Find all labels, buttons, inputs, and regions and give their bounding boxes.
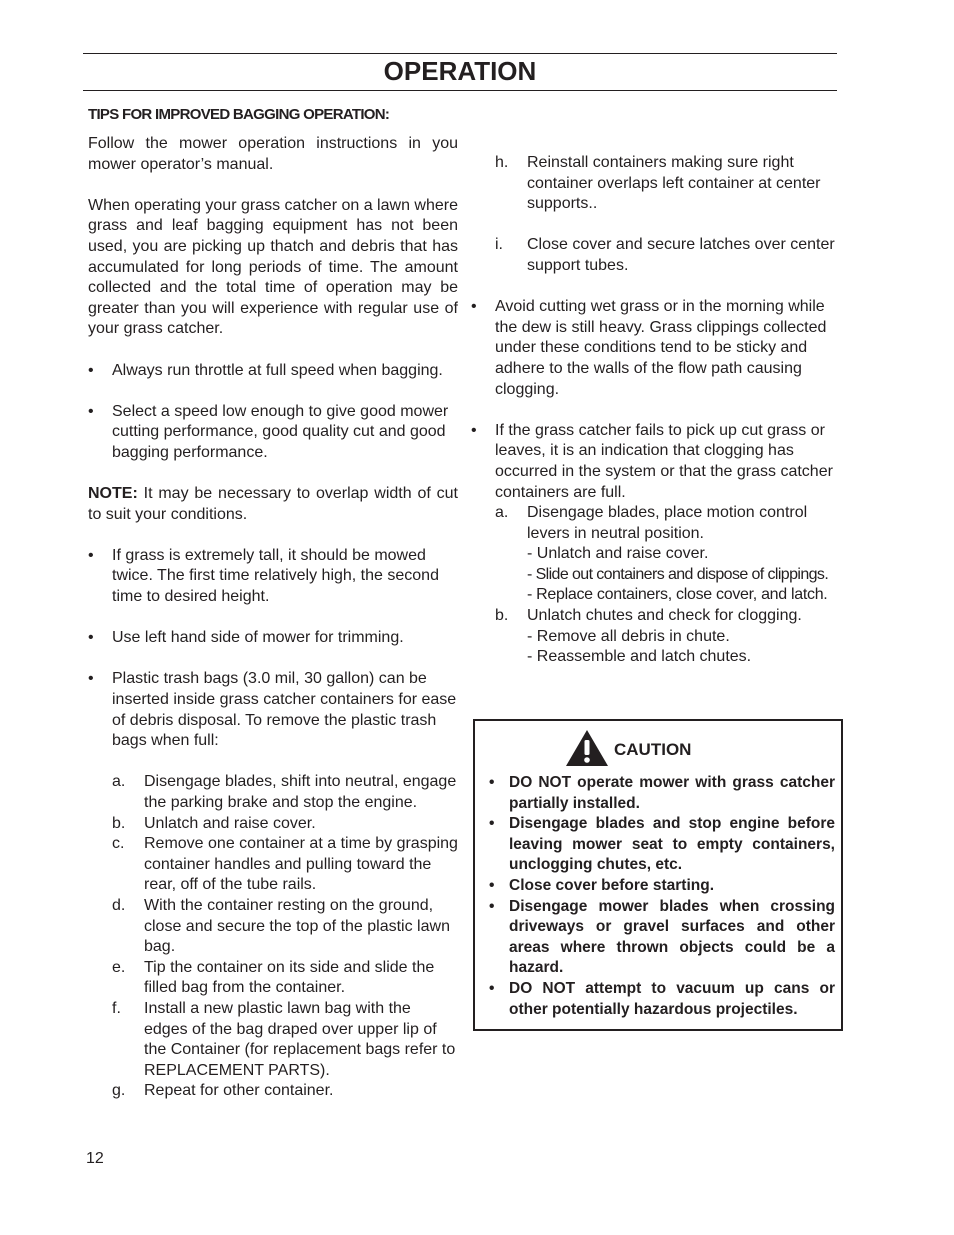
bullet-mark: •: [88, 546, 94, 564]
bullet-text: Use left hand side of mower for trimming.: [112, 629, 404, 647]
step-letter: d.: [112, 896, 126, 914]
note-text: It may be necessary to overlap width of cut to suit your conditions.: [88, 485, 458, 523]
caution-item: [489, 897, 835, 979]
step-text: Remove one container at a time by grasping container handles and pulling toward the rear, off of the tube rails.: [144, 835, 458, 894]
bullet-mark: •: [489, 897, 495, 915]
caution-list: [489, 773, 835, 1020]
caution-text: Close cover before starting.: [509, 876, 715, 894]
bullet-mark: •: [471, 298, 477, 316]
step-item: [495, 235, 843, 276]
tip-bullet-speed: [88, 402, 458, 464]
step-item: [495, 153, 843, 215]
bullet-text: Select a speed low enough to give good mower cutting performance, good quality cut and good bagging performance.: [112, 402, 449, 461]
step-text: Disengage blades, shift into neutral, engage the parking brake and stop the engine.: [144, 773, 457, 811]
step-item: [495, 606, 843, 627]
bag-removal-steps: [88, 772, 458, 1102]
step-letter: b.: [495, 607, 509, 625]
bullet-mark: •: [88, 361, 94, 379]
sub-step: - Remove all debris in chute.: [527, 627, 730, 645]
step-text: Close cover and secure latches over center support tubes.: [527, 236, 835, 274]
step-text: Repeat for other container.: [144, 1082, 334, 1100]
step-letter: e.: [112, 958, 126, 976]
step-letter: i.: [495, 236, 503, 254]
bullet-mark: •: [489, 876, 495, 894]
bullet-text: Plastic trash bags (3.0 mil, 30 gallon) can be inserted inside grass catcher containers for ease of debris disposal. To remove the plastic trash bags when full:: [112, 670, 457, 750]
clogging-steps: [471, 503, 843, 668]
caution-header: [565, 729, 691, 767]
bullet-mark: •: [88, 402, 94, 420]
caution-box: [473, 719, 843, 1031]
tip-bullet-throttle: [88, 361, 458, 382]
bullet-mark: •: [88, 629, 94, 647]
caution-text: Disengage mower blades when crossing driveways or gravel surfaces and other areas where thrown objects could be a hazard.: [509, 897, 835, 977]
sub-step: - Unlatch and raise cover.: [527, 545, 709, 563]
bullet-mark: •: [489, 979, 495, 997]
step-letter: g.: [112, 1082, 126, 1100]
step-letter: h.: [495, 154, 509, 171]
step-item: [112, 896, 458, 958]
step-item: [495, 503, 843, 544]
step-letter: a.: [112, 773, 126, 791]
caution-label: CAUTION: [614, 740, 692, 759]
tip-bullet-tall-grass: [88, 546, 458, 608]
warning-triangle-icon: [565, 729, 609, 767]
step-text: Reinstall containers making sure right container overlaps left container at center supports..: [527, 154, 821, 213]
step-letter: a.: [495, 504, 509, 522]
bullet-text: If the grass catcher fails to pick up cut grass or leaves, it is an indication that clogging has occurred in the system or that the grass catcher containers are full.: [495, 421, 833, 501]
sub-step: - Reassemble and latch chutes.: [527, 648, 752, 666]
sub-step: - Slide out containers and dispose of clippings.: [527, 565, 829, 583]
bag-removal-steps-continued: [471, 153, 843, 277]
note-paragraph: [88, 484, 458, 525]
right-column: [471, 153, 843, 668]
bullet-text: Always run throttle at full speed when bagging.: [112, 361, 443, 379]
sub-step: - Replace containers, close cover, and latch.: [527, 586, 828, 604]
step-text: Disengage blades, place motion control levers in neutral position.: [527, 504, 808, 542]
step-text: Unlatch chutes and check for clogging.: [527, 607, 802, 625]
step-letter: b.: [112, 814, 126, 832]
step-item: [112, 999, 458, 1081]
tip-bullet-clogging: [471, 421, 843, 503]
section-heading: TIPS FOR IMPROVED BAGGING OPERATION:: [88, 106, 390, 123]
tip-bullet-trimming: [88, 628, 458, 649]
caution-item: [489, 876, 835, 897]
bullet-text: If grass is extremely tall, it should be mowed twice. The first time relatively high, the second time to desired height.: [112, 546, 439, 606]
bullet-mark: •: [471, 421, 477, 439]
tip-bullet-wet-grass: [471, 297, 843, 400]
bullet-mark: •: [489, 815, 495, 833]
step-item: [112, 772, 458, 813]
caution-text: DO NOT operate mower with grass catcher partially installed.: [509, 774, 835, 812]
bullet-mark: •: [88, 670, 94, 688]
step-letter: f.: [112, 999, 121, 1017]
caution-item: [489, 814, 835, 876]
page-title: OPERATION: [383, 56, 537, 86]
caution-item: [489, 773, 835, 814]
step-text: With the container resting on the ground, close and secure the top of the plastic lawn bag.: [144, 896, 450, 956]
note-label: NOTE:: [88, 485, 138, 503]
bullet-mark: •: [489, 774, 495, 791]
page-number: 12: [86, 1150, 104, 1167]
step-item: [112, 814, 458, 835]
caution-text: Disengage blades and stop engine before leaving mower seat to empty containers, unclogging chutes, etc.: [509, 815, 835, 874]
caution-item: [489, 979, 835, 1020]
step-item: [112, 1081, 458, 1102]
step-text: Unlatch and raise cover.: [144, 814, 316, 832]
intro-paragraph-1: Follow the mower operation instructions in you mower operator’s manual.: [88, 135, 458, 173]
caution-text: DO NOT attempt to vacuum up cans or other potentially hazardous projectiles.: [509, 979, 835, 1018]
tip-bullet-trash-bags: [88, 669, 458, 751]
step-letter: c.: [112, 835, 125, 853]
title-rule-bottom: [83, 90, 837, 91]
intro-paragraph-2: When operating your grass catcher on a lawn where grass and leaf bagging equipment has not been used, you are picking up thatch and debris that has accumulated for long periods of time. The amount collected and the total time of operation may be greater than you will experience with regular use of your grass catcher.: [88, 196, 458, 338]
title-rule-top: [83, 53, 837, 54]
step-item: [112, 834, 458, 896]
step-item: [112, 958, 458, 999]
left-column: [88, 105, 458, 1102]
step-text: Install a new plastic lawn bag with the edges of the bag draped over upper lip of the Container (for replacement bags refer to REPLACEMENT PARTS).: [144, 999, 456, 1079]
bullet-text: Avoid cutting wet grass or in the morning while the dew is still heavy. Grass clippings collected under these conditions tend to be sticky and adhere to the walls of the flow path causing clogging.: [495, 298, 827, 398]
step-text: Tip the container on its side and slide the filled bag from the container.: [144, 958, 435, 997]
